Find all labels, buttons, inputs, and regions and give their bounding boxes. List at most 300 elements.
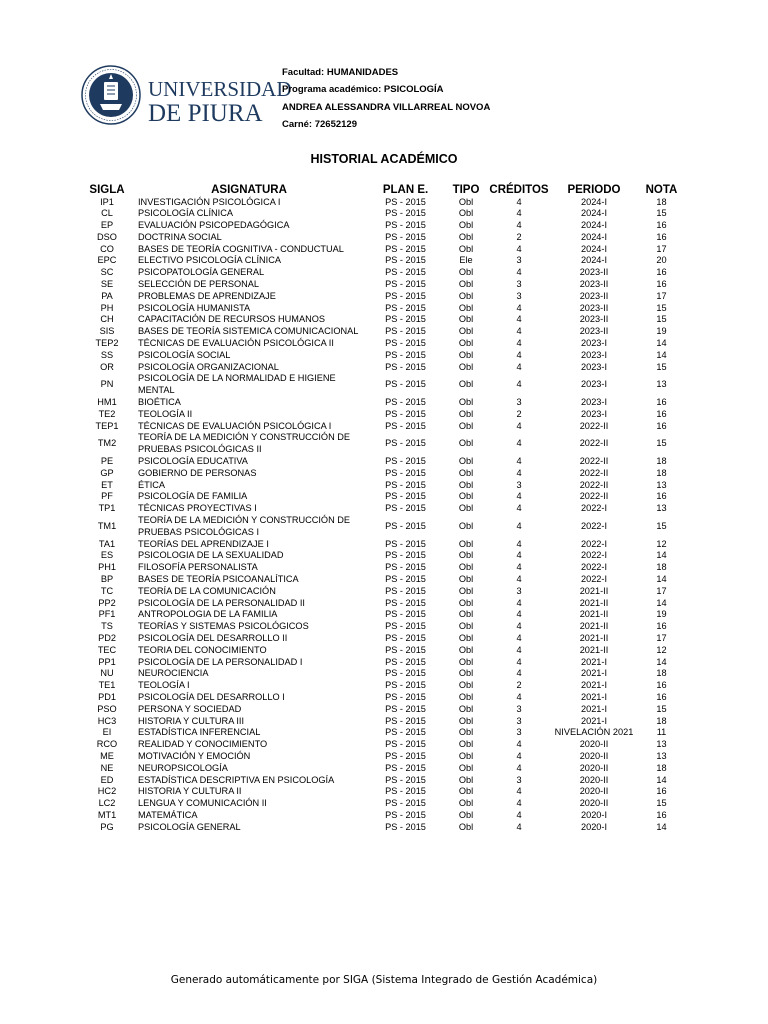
cell-asignatura: ANTROPOLOGIA DE LA FAMILIA [138,609,278,620]
cell-nota: 15 [656,520,667,531]
cell-creditos: 4 [516,491,522,502]
cell-sigla: RCO [96,739,118,750]
cell-periodo: 2021-II [579,585,609,596]
cell-asignatura: TÉCNICAS DE EVALUACIÓN PSICOLÓGICA I [138,420,332,431]
cell-plan: PS - 2015 [385,632,426,643]
table-row [84,621,684,633]
cell-periodo: 2023-II [579,267,609,278]
cell-sigla: TP1 [98,503,116,514]
table-row [84,810,684,822]
cell-nota: 16 [656,420,667,431]
col-nota-header: NOTA [645,184,678,196]
table-row [84,550,684,562]
cell-tipo: Obl [458,243,474,254]
cell-plan: PS - 2015 [385,621,426,632]
cell-nota: 15 [656,798,667,809]
cell-asignatura: ÉTICA [138,479,166,490]
cell-periodo: 2022-I [580,520,608,531]
cell-creditos: 2 [516,408,522,419]
cell-plan: PS - 2015 [385,279,426,290]
cell-creditos: 4 [516,538,522,549]
cell-nota: 14 [656,774,667,785]
cell-tipo: Obl [458,279,474,290]
cell-nota: 16 [656,267,667,278]
program-label: Programa académico: PSICOLOGÍA [282,84,444,96]
cell-tipo: Obl [458,208,474,219]
cell-tipo: Obl [458,550,474,561]
footer-note: Generado automáticamente por SIGA (Sistema Integrado de Gestión Académica) [170,974,598,986]
cell-plan: PS - 2015 [385,821,426,832]
cell-tipo: Obl [458,361,474,372]
cell-asignatura: PSICOLOGÍA DE LA PERSONALIDAD I [138,656,303,667]
cell-sigla: HC3 [97,715,117,726]
cell-nota: 18 [656,196,667,207]
cell-asignatura: PSICOLOGÍA DEL DESARROLLO I [138,691,285,702]
cell-plan: PS - 2015 [385,420,426,431]
cell-creditos: 4 [516,762,522,773]
cell-nota: 13 [656,503,667,514]
cell-tipo: Obl [458,668,474,679]
table-row [84,421,684,433]
cell-tipo: Obl [458,715,474,726]
cell-plan: PS - 2015 [385,574,426,584]
cell-creditos: 3 [516,703,522,714]
faculty-label: Facultad: HUMANIDADES [282,67,399,78]
cell-tipo: Obl [458,703,474,714]
table-row [84,598,684,610]
cell-periodo: 2023-II [579,279,609,290]
cell-periodo: 2021-II [579,597,609,608]
cell-asignatura: PSICOLOGÍA EDUCATIVA [138,456,248,467]
cell-periodo: 2022-I [580,550,608,561]
cell-creditos: 4 [516,438,522,449]
cell-asignatura: NEUROCIENCIA [138,668,209,679]
cell-nota: 18 [656,562,667,573]
cell-sigla: CH [100,314,114,325]
cell-creditos: 3 [516,290,522,301]
cell-nota: 13 [656,750,667,761]
cell-plan: PS - 2015 [385,680,426,691]
cell-creditos: 4 [516,456,522,467]
cell-periodo: 2022-II [579,479,609,490]
table-row [84,208,684,220]
cell-creditos: 4 [516,574,522,584]
table-row [84,586,684,598]
cell-sigla: ED [100,774,114,785]
cell-creditos: 4 [516,597,522,608]
cell-asignatura: HISTORIA Y CULTURA III [138,715,245,726]
cell-periodo: 2020-II [579,774,609,785]
cell-tipo: Obl [458,680,474,691]
cell-nota: 18 [656,467,667,478]
cell-creditos: 4 [516,644,522,655]
cell-creditos: 4 [516,520,522,531]
cell-periodo: 2021-I [580,691,608,702]
table-row [84,362,684,374]
cell-asignatura: PSICOLOGÍA DE FAMILIA [138,491,248,502]
cell-asignatura: CAPACITACIÓN DE RECURSOS HUMANOS [138,314,326,325]
cell-periodo: 2024-I [580,243,608,254]
cell-asignatura: BASES DE TEORÍA PSICOANALÍTICA [138,574,299,584]
cell-tipo: Obl [458,520,474,531]
cell-creditos: 2 [516,680,522,691]
cell-tipo: Obl [458,196,474,207]
cell-sigla: TM1 [97,520,117,531]
cell-tipo: Obl [458,786,474,797]
table-row [84,267,684,279]
cell-asignatura: PSICOPATOLOGÍA GENERAL [138,267,265,278]
cell-tipo: Obl [458,621,474,632]
cell-plan: PS - 2015 [385,809,426,820]
cell-nota: 16 [656,786,667,797]
cell-creditos: 4 [516,379,522,390]
cell-asignatura: PSICOLOGÍA HUMANISTA [138,302,251,313]
cell-nota: 16 [656,397,667,408]
cell-sigla: PF1 [98,609,116,620]
cell-creditos: 4 [516,349,522,360]
cell-asignatura: NEUROPSICOLOGÍA [138,762,228,773]
cell-asignatura: FILOSOFÍA PERSONALISTA [138,562,258,573]
cell-periodo: 2021-II [579,644,609,655]
cell-tipo: Obl [458,231,474,242]
table-row [84,279,684,291]
cell-periodo: 2021-I [580,703,608,714]
cell-creditos: 4 [516,798,522,809]
cell-creditos: 3 [516,255,522,266]
cell-asignatura: TÉCNICAS PROYECTIVAS I [138,503,257,514]
cell-nota: 16 [656,220,667,231]
cell-periodo: 2023-II [579,302,609,313]
cell-asignatura: TEORÍAS Y SISTEMAS PSICOLÓGICOS [138,621,309,632]
cell-creditos: 4 [516,621,522,632]
cell-nota: 15 [656,302,667,313]
cell-plan: PS - 2015 [385,503,426,514]
cell-creditos: 4 [516,314,522,325]
cell-sigla: PD2 [98,632,116,643]
university-name-line2: DE PIURA [148,100,263,127]
cell-plan: PS - 2015 [385,538,426,549]
cell-periodo: 2021-I [580,715,608,726]
cell-asignatura: TEORIA DEL CONOCIMIENTO [138,644,267,655]
cell-asignatura: SELECCIÓN DE PERSONAL [138,279,260,290]
cell-plan: PS - 2015 [385,290,426,301]
cell-sigla: MT1 [97,809,117,820]
cell-sigla: EP [100,220,114,231]
cell-tipo: Obl [458,503,474,514]
cell-creditos: 4 [516,503,522,514]
cell-asignatura: PSICOLOGÍA CLÍNICA [138,208,233,219]
table-row [84,432,684,456]
cell-nota: 16 [656,680,667,691]
cell-periodo: 2023-I [580,361,608,372]
cell-plan: PS - 2015 [385,520,426,531]
cell-nota: 14 [656,821,667,832]
cell-tipo: Ele [459,255,473,266]
cell-asignatura: TEORÍAS DEL APRENDIZAJE I [138,538,269,549]
cell-periodo: 2022-II [579,438,609,449]
cell-creditos: 4 [516,326,522,337]
cell-tipo: Obl [458,290,474,301]
cell-plan: PS - 2015 [385,479,426,490]
cell-tipo: Obl [458,762,474,773]
table-row [84,303,684,315]
table-row [84,232,684,244]
cell-plan: PS - 2015 [385,750,426,761]
cell-periodo: 2022-II [579,420,609,431]
cell-asignatura: PSICOLOGÍA DE LA NORMALIDAD E HIGIENE MENTAL [138,373,336,396]
cell-plan: PS - 2015 [385,762,426,773]
cell-creditos: 2 [516,231,522,242]
cell-sigla: SS [100,349,114,360]
cell-creditos: 4 [516,220,522,231]
cell-sigla: PA [101,290,113,301]
cell-asignatura: PERSONA Y SOCIEDAD [138,703,242,714]
cell-creditos: 4 [516,267,522,278]
cell-plan: PS - 2015 [385,208,426,219]
cell-tipo: Obl [458,456,474,467]
table-row [84,633,684,645]
cell-plan: PS - 2015 [385,314,426,325]
cell-sigla: TE1 [98,680,116,691]
cell-plan: PS - 2015 [385,656,426,667]
page-title: HISTORIAL ACADÉMICO [310,152,458,166]
table-row [84,609,684,621]
cell-periodo: 2022-II [579,456,609,467]
cell-nota: 19 [656,609,667,620]
cell-tipo: Obl [458,609,474,620]
cell-plan: PS - 2015 [385,408,426,419]
cell-nota: 14 [656,550,667,561]
cell-tipo: Obl [458,656,474,667]
cell-tipo: Obl [458,691,474,702]
cell-periodo: 2024-I [580,208,608,219]
cell-sigla: SIS [99,326,115,337]
cell-asignatura: PSICOLOGIA DE LA SEXUALIDAD [138,550,284,561]
cell-asignatura: TEOLOGÍA I [138,680,190,691]
cell-periodo: 2024-I [580,220,608,231]
cell-nota: 12 [656,644,667,655]
cell-nota: 14 [656,349,667,360]
table-row [84,775,684,787]
cell-nota: 20 [656,255,667,266]
cell-periodo: 2023-I [580,349,608,360]
cell-periodo: 2022-I [580,562,608,573]
cell-asignatura: TÉCNICAS DE EVALUACIÓN PSICOLÓGICA II [138,338,334,349]
cell-periodo: 2023-II [579,314,609,325]
cell-plan: PS - 2015 [385,739,426,750]
cell-plan: PS - 2015 [385,438,426,449]
cell-plan: PS - 2015 [385,231,426,242]
cell-tipo: Obl [458,267,474,278]
cell-asignatura: BIOÉTICA [138,397,181,408]
cell-sigla: PG [100,821,114,832]
cell-periodo: 2024-I [580,231,608,242]
cell-periodo: 2020-II [579,762,609,773]
table-row [84,716,684,728]
cell-sigla: EI [102,727,112,738]
col-asignatura-header: ASIGNATURA [211,184,287,196]
cell-tipo: Obl [458,220,474,231]
cell-creditos: 4 [516,821,522,832]
cell-asignatura: HISTORIA Y CULTURA II [138,786,242,797]
cell-tipo: Obl [458,538,474,549]
cell-periodo: 2022-II [579,467,609,478]
cell-sigla: PP2 [98,597,116,608]
table-row [84,798,684,810]
cell-sigla: SE [100,279,114,290]
cell-nota: 18 [656,715,667,726]
table-row [84,704,684,716]
cell-nota: 16 [656,231,667,242]
cell-periodo: 2022-I [580,574,608,584]
cell-plan: PS - 2015 [385,349,426,360]
table-row [84,692,684,704]
table-row [84,822,684,834]
table-row [84,373,684,397]
cell-creditos: 4 [516,750,522,761]
cell-periodo: 2021-II [579,632,609,643]
cell-asignatura: INVESTIGACIÓN PSICOLÓGICA I [138,196,281,207]
cell-creditos: 4 [516,196,522,207]
cell-asignatura: MATEMÁTICA [138,809,198,820]
cell-creditos: 4 [516,609,522,620]
cell-sigla: ES [100,550,114,561]
cell-periodo: 2021-II [579,621,609,632]
cell-asignatura: TEORÍA DE LA COMUNICACIÓN [138,585,276,596]
cell-nota: 14 [656,597,667,608]
col-sigla-header: SIGLA [89,184,125,196]
cell-tipo: Obl [458,438,474,449]
table-row [84,326,684,338]
cell-asignatura: ESTADÍSTICA INFERENCIAL [138,727,261,738]
cell-asignatura: BASES DE TEORÍA COGNITIVA - CONDUCTUAL [138,243,344,254]
table-row [84,727,684,739]
cell-plan: PS - 2015 [385,774,426,785]
cell-periodo: 2022-I [580,538,608,549]
cell-asignatura: PSICOLOGÍA ORGANIZACIONAL [138,361,279,372]
cell-tipo: Obl [458,408,474,419]
cell-sigla: PSO [97,703,117,714]
cell-asignatura: DOCTRINA SOCIAL [138,231,222,242]
university-name-line1: UNIVERSIDAD [148,77,292,101]
table-row [84,491,684,503]
cell-nota: 18 [656,668,667,679]
cell-asignatura: PSICOLOGÍA DEL DESARROLLO II [138,632,288,643]
cell-tipo: Obl [458,574,474,584]
cell-creditos: 4 [516,632,522,643]
cell-nota: 16 [656,408,667,419]
cell-nota: 16 [656,279,667,290]
cell-plan: PS - 2015 [385,397,426,408]
cell-tipo: Obl [458,562,474,573]
university-seal-icon [82,66,140,124]
cell-sigla: TC [100,585,114,596]
cell-asignatura: ELECTIVO PSICOLOGÍA CLÍNICA [138,255,281,266]
cell-nota: 16 [656,809,667,820]
grades-table-body [84,197,684,834]
cell-nota: 13 [656,479,667,490]
cell-plan: PS - 2015 [385,597,426,608]
cell-plan: PS - 2015 [385,703,426,714]
cell-tipo: Obl [458,338,474,349]
cell-periodo: 2022-I [580,503,608,514]
cell-asignatura: TEORÍA DE LA MEDICIÓN Y CONSTRUCCIÓN DE PRUEBAS PSICOLÓGICAS II [138,432,351,455]
cell-periodo: 2020-II [579,786,609,797]
table-row [84,574,684,586]
cell-sigla: SC [100,267,114,278]
cell-sigla: TEC [97,644,117,655]
cell-asignatura: BASES DE TEORÍA SISTEMICA COMUNICACIONAL [138,326,359,337]
table-row [84,456,684,468]
cell-nota: 15 [656,703,667,714]
cell-plan: PS - 2015 [385,302,426,313]
cell-periodo: 2023-II [579,326,609,337]
cell-nota: 13 [656,739,667,750]
cell-nota: 13 [656,379,667,390]
cell-nota: 17 [656,632,667,643]
cell-plan: PS - 2015 [385,786,426,797]
cell-sigla: GP [100,467,114,478]
table-row [84,314,684,326]
table-row [84,657,684,669]
cell-plan: PS - 2015 [385,668,426,679]
cell-sigla: BP [100,574,114,584]
cell-sigla: NE [100,762,114,773]
cell-tipo: Obl [458,644,474,655]
cell-plan: PS - 2015 [385,361,426,372]
cell-nota: 18 [656,456,667,467]
cell-creditos: 4 [516,208,522,219]
cell-plan: PS - 2015 [385,467,426,478]
cell-asignatura: ESTADÍSTICA DESCRIPTIVA EN PSICOLOGÍA [138,774,335,785]
cell-periodo: 2022-II [579,491,609,502]
table-row [84,291,684,303]
table-row [84,220,684,232]
cell-plan: PS - 2015 [385,267,426,278]
cell-tipo: Obl [458,397,474,408]
cell-sigla: LC2 [98,798,116,809]
cell-sigla: EPC [97,255,117,266]
cell-sigla: PH [100,302,114,313]
cell-creditos: 4 [516,467,522,478]
cell-creditos: 4 [516,656,522,667]
cell-nota: 14 [656,338,667,349]
cell-tipo: Obl [458,349,474,360]
table-row [84,197,684,209]
cell-sigla: PD1 [98,691,116,702]
cell-creditos: 3 [516,727,522,738]
cell-tipo: Obl [458,379,474,390]
cell-asignatura: LENGUA Y COMUNICACIÓN II [138,798,267,809]
cell-sigla: HM1 [97,397,117,408]
cell-nota: 16 [656,691,667,702]
cell-sigla: PN [100,379,114,390]
cell-nota: 17 [656,290,667,301]
table-row [84,668,684,680]
cell-periodo: 2023-I [580,379,608,390]
cell-sigla: TEP1 [95,420,119,431]
cell-sigla: PF [101,491,113,502]
student-info [282,64,490,133]
cell-periodo: 2023-I [580,397,608,408]
cell-tipo: Obl [458,314,474,325]
cell-asignatura: MOTIVACIÓN Y EMOCIÓN [138,750,251,761]
cell-nota: 17 [656,585,667,596]
cell-asignatura: PSICOLOGÍA SOCIAL [138,349,231,360]
cell-periodo: NIVELACIÓN 2021 [554,727,634,738]
cell-asignatura: EVALUACIÓN PSICOPEDAGÓGICA [138,220,290,231]
cell-plan: PS - 2015 [385,585,426,596]
